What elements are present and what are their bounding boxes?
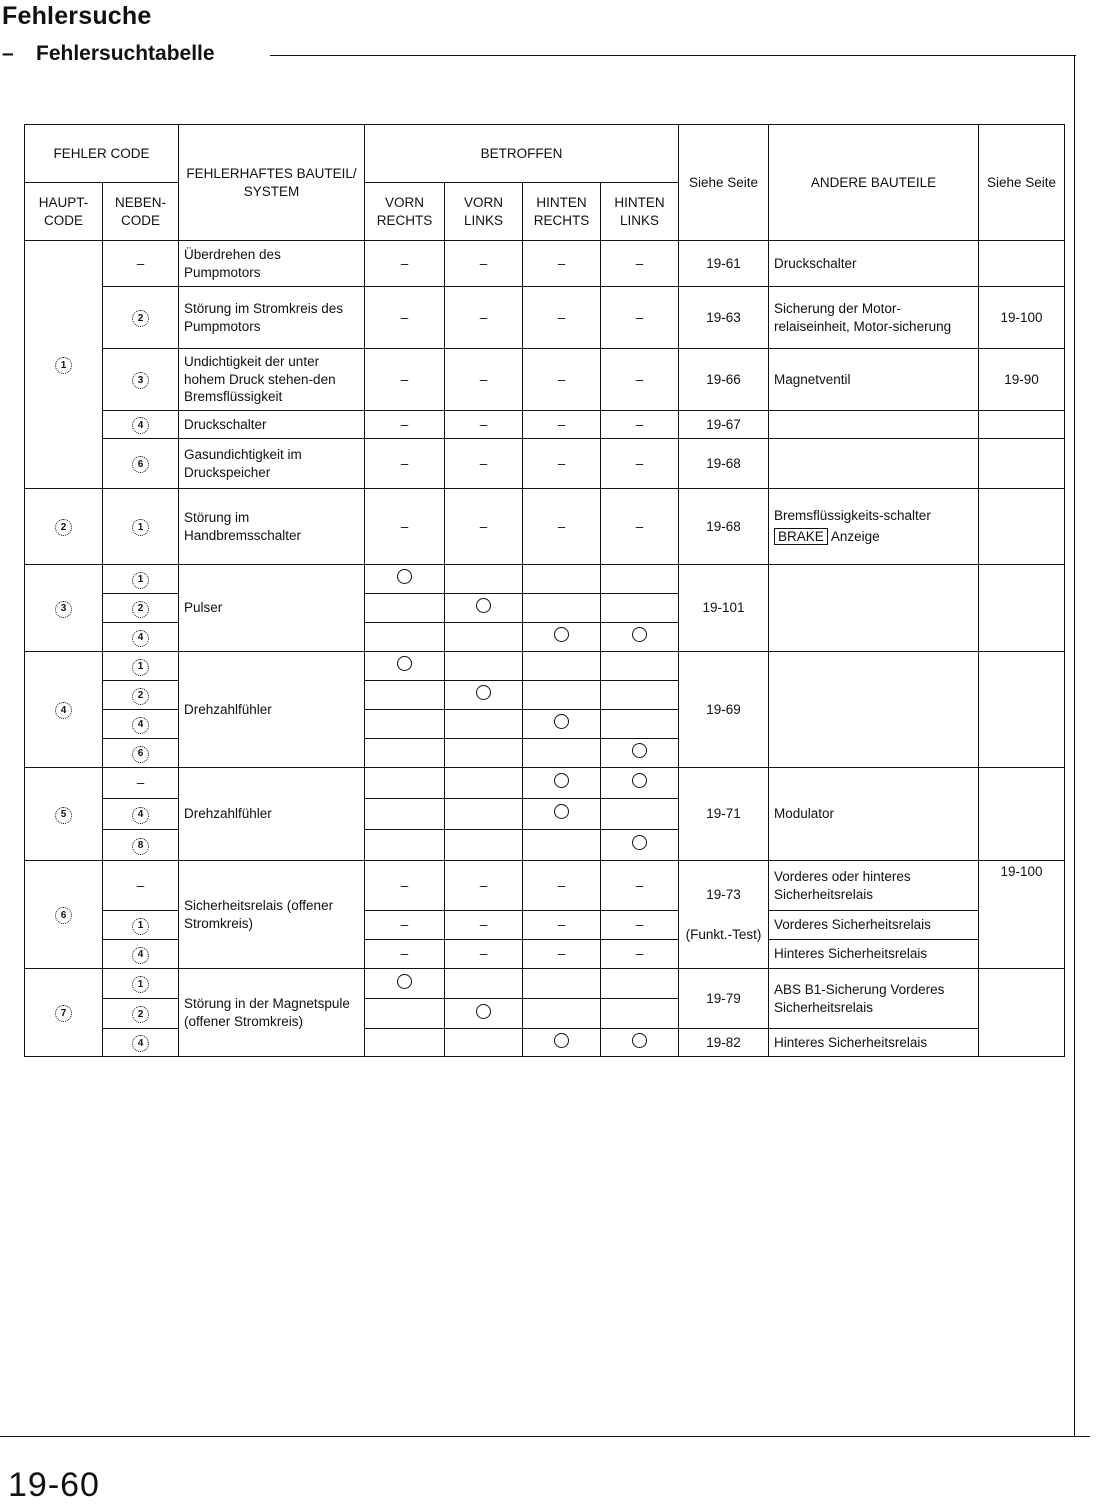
affected-circle-icon xyxy=(476,598,491,613)
vorn-rechts-cell: – xyxy=(365,241,445,287)
table-row xyxy=(25,861,1065,911)
hinten-links-cell: – xyxy=(601,911,679,940)
page-ref-cell xyxy=(679,861,769,969)
hinten-rechts-cell: – xyxy=(523,411,601,439)
page-ref-cell: 19-71 xyxy=(679,768,769,861)
main-code-badge: 6 xyxy=(55,907,72,924)
vorn-links-cell xyxy=(445,830,523,861)
other-component-cell: Hinteres Sicherheitsrelais xyxy=(769,940,979,969)
hinten-rechts-cell xyxy=(523,565,601,594)
sub-code-badge: 4 xyxy=(132,417,149,434)
table-row xyxy=(25,969,1065,999)
vorn-rechts-cell: – xyxy=(365,911,445,940)
sub-code-cell xyxy=(103,999,179,1029)
sub-code-badge: 1 xyxy=(132,918,149,935)
sub-code-badge: 2 xyxy=(132,601,149,618)
vorn-links-cell: – xyxy=(445,439,523,489)
vorn-links-cell xyxy=(445,799,523,830)
hinten-links-cell: – xyxy=(601,349,679,411)
other-component-cell xyxy=(769,565,979,652)
table-row xyxy=(25,489,1065,565)
hinten-links-cell xyxy=(601,1029,679,1057)
vorn-links-cell xyxy=(445,768,523,799)
sub-code-badge: 1 xyxy=(132,659,149,676)
component-cell: Störung im Stromkreis des Pumpmotors xyxy=(179,287,365,349)
table-row xyxy=(25,241,1065,287)
sub-code-badge: 4 xyxy=(132,807,149,824)
hinten-links-cell: – xyxy=(601,287,679,349)
sub-code-cell: – xyxy=(103,241,179,287)
vorn-rechts-cell xyxy=(365,830,445,861)
page-ref-cell: 19-69 xyxy=(679,652,769,768)
header-fehler-code: FEHLER CODE xyxy=(25,125,179,183)
other-component-text: Bremsflüssigkeits-schalter xyxy=(774,508,931,524)
vorn-links-cell xyxy=(445,565,523,594)
hinten-links-cell xyxy=(601,799,679,830)
sub-code-cell xyxy=(103,349,179,411)
header-andere-bauteile: ANDERE BAUTEILE xyxy=(769,125,979,241)
sub-code-badge: 4 xyxy=(132,717,149,734)
hinten-rechts-cell: – xyxy=(523,439,601,489)
component-cell: Überdrehen des Pumpmotors xyxy=(179,241,365,287)
sub-code-cell xyxy=(103,830,179,861)
vorn-rechts-cell xyxy=(365,799,445,830)
hinten-links-cell: – xyxy=(601,241,679,287)
vorn-rechts-cell xyxy=(365,681,445,710)
header-vorn-links: VORN LINKS xyxy=(445,183,523,241)
affected-circle-icon xyxy=(397,656,412,671)
component-cell: Störung im Handbremsschalter xyxy=(179,489,365,565)
page-ref-text: 19-73 xyxy=(706,886,741,902)
main-code-cell xyxy=(25,768,103,861)
affected-circle-icon xyxy=(397,569,412,584)
affected-circle-icon xyxy=(554,773,569,788)
affected-circle-icon xyxy=(632,773,647,788)
table-row xyxy=(25,439,1065,489)
header-betroffen: BETROFFEN xyxy=(365,125,679,183)
other-component-cell: Magnetventil xyxy=(769,349,979,411)
other-page-cell: 19-90 xyxy=(979,349,1065,411)
hinten-rechts-cell: – xyxy=(523,911,601,940)
page-ref-cell: 19-68 xyxy=(679,489,769,565)
hinten-links-cell: – xyxy=(601,861,679,911)
component-cell: Drehzahlfühler xyxy=(179,652,365,768)
sub-code-badge: 6 xyxy=(132,456,149,473)
affected-circle-icon xyxy=(632,835,647,850)
vorn-rechts-cell xyxy=(365,652,445,681)
main-code-badge: 2 xyxy=(55,519,72,536)
vorn-rechts-cell xyxy=(365,969,445,999)
other-page-cell xyxy=(979,565,1065,652)
component-cell: Sicherheitsrelais (offener Stromkreis) xyxy=(179,861,365,969)
component-cell: Störung in der Magnetspule (offener Stromkreis) xyxy=(179,969,365,1057)
other-component-cell: Vorderes oder hinteres Sicherheitsrelais xyxy=(769,861,979,911)
hinten-rechts-cell xyxy=(523,1029,601,1057)
hinten-rechts-cell: – xyxy=(523,489,601,565)
sub-code-cell: – xyxy=(103,768,179,799)
vorn-rechts-cell xyxy=(365,594,445,623)
vorn-rechts-cell: – xyxy=(365,349,445,411)
subtitle: Fehlersuchtabelle xyxy=(36,42,215,65)
sub-code-cell xyxy=(103,911,179,940)
hinten-links-cell xyxy=(601,830,679,861)
header-neben-code: NEBEN-CODE xyxy=(103,183,179,241)
affected-circle-icon xyxy=(397,974,412,989)
vorn-rechts-cell: – xyxy=(365,489,445,565)
main-code-cell xyxy=(25,652,103,768)
sub-code-cell xyxy=(103,287,179,349)
sub-code-badge: 3 xyxy=(132,372,149,389)
hinten-rechts-cell xyxy=(523,799,601,830)
header-siehe-seite: Siehe Seite xyxy=(679,125,769,241)
vorn-rechts-cell xyxy=(365,623,445,652)
subtitle-rule xyxy=(270,55,1076,56)
component-cell: Druckschalter xyxy=(179,411,365,439)
main-code-cell xyxy=(25,861,103,969)
vorn-links-cell xyxy=(445,999,523,1029)
hinten-rechts-cell: – xyxy=(523,241,601,287)
sub-code-badge: 4 xyxy=(132,630,149,647)
hinten-links-cell: – xyxy=(601,439,679,489)
component-cell: Pulser xyxy=(179,565,365,652)
component-cell: Undichtigkeit der unter hohem Druck stehen-den Bremsflüssigkeit xyxy=(179,349,365,411)
main-code-cell xyxy=(25,565,103,652)
affected-circle-icon xyxy=(476,1004,491,1019)
page-ref-cell: 19-101 xyxy=(679,565,769,652)
sub-code-badge: 2 xyxy=(132,310,149,327)
other-component-cell: Druckschalter xyxy=(769,241,979,287)
hinten-links-cell xyxy=(601,565,679,594)
other-page-cell xyxy=(979,652,1065,768)
hinten-links-cell: – xyxy=(601,940,679,969)
vorn-links-cell xyxy=(445,710,523,739)
other-component-cell: Sicherung der Motor-relaiseinheit, Motor-sicherung xyxy=(769,287,979,349)
indicator-suffix: Anzeige xyxy=(830,529,880,544)
main-code-badge: 5 xyxy=(55,807,72,824)
hinten-rechts-cell xyxy=(523,681,601,710)
sub-code-cell xyxy=(103,969,179,999)
hinten-links-cell: – xyxy=(601,411,679,439)
hinten-rechts-cell xyxy=(523,594,601,623)
vorn-links-cell: – xyxy=(445,911,523,940)
sub-code-cell xyxy=(103,489,179,565)
main-code-cell xyxy=(25,241,103,489)
vorn-links-cell xyxy=(445,739,523,768)
component-cell: Gasundichtigkeit im Druckspeicher xyxy=(179,439,365,489)
vorn-links-cell xyxy=(445,969,523,999)
vorn-links-cell: – xyxy=(445,861,523,911)
page-number: 19-60 xyxy=(8,1466,100,1504)
component-cell: Drehzahlfühler xyxy=(179,768,365,861)
vorn-links-cell: – xyxy=(445,349,523,411)
vorn-links-cell: – xyxy=(445,489,523,565)
sub-code-badge: 1 xyxy=(132,519,149,536)
vorn-rechts-cell: – xyxy=(365,439,445,489)
vorn-links-cell xyxy=(445,594,523,623)
hinten-links-cell xyxy=(601,681,679,710)
frame-right-border xyxy=(1074,56,1075,1436)
other-component-cell xyxy=(769,489,979,565)
other-page-cell: 19-100 xyxy=(979,861,1065,969)
sub-code-cell xyxy=(103,623,179,652)
page-ref-cell: 19-68 xyxy=(679,439,769,489)
affected-circle-icon xyxy=(632,1033,647,1048)
brake-indicator-label: BRAKE xyxy=(774,528,828,545)
hinten-links-cell xyxy=(601,969,679,999)
hinten-links-cell xyxy=(601,652,679,681)
table-row xyxy=(25,287,1065,349)
other-page-cell xyxy=(979,241,1065,287)
vorn-links-cell xyxy=(445,681,523,710)
affected-circle-icon xyxy=(554,627,569,642)
affected-circle-icon xyxy=(632,627,647,642)
sub-code-badge: 8 xyxy=(132,838,149,855)
other-page-cell xyxy=(979,768,1065,861)
sub-code-cell xyxy=(103,1029,179,1057)
main-code-badge: 7 xyxy=(55,1005,72,1022)
sub-code-cell: – xyxy=(103,861,179,911)
vorn-rechts-cell xyxy=(365,710,445,739)
hinten-rechts-cell: – xyxy=(523,349,601,411)
vorn-links-cell xyxy=(445,623,523,652)
subtitle-row xyxy=(0,42,1076,72)
hinten-links-cell xyxy=(601,739,679,768)
main-code-badge: 3 xyxy=(55,601,72,618)
header-vorn-rechts: VORN RECHTS xyxy=(365,183,445,241)
table-row xyxy=(25,411,1065,439)
hinten-rechts-cell xyxy=(523,739,601,768)
other-component-cell: Modulator xyxy=(769,768,979,861)
sub-code-cell xyxy=(103,681,179,710)
hinten-links-cell xyxy=(601,594,679,623)
page-ref-cell: 19-66 xyxy=(679,349,769,411)
hinten-links-cell xyxy=(601,710,679,739)
hinten-rechts-cell xyxy=(523,710,601,739)
header-hinten-links: HINTEN LINKS xyxy=(601,183,679,241)
hinten-rechts-cell: – xyxy=(523,287,601,349)
page-ref-note: (Funkt.-Test) xyxy=(685,926,762,942)
sub-code-badge: 2 xyxy=(132,688,149,705)
header-bauteil: FEHLERHAFTES BAUTEIL/ SYSTEM xyxy=(179,125,365,241)
other-component-cell: Hinteres Sicherheitsrelais xyxy=(769,1029,979,1057)
sub-code-cell xyxy=(103,710,179,739)
other-page-cell xyxy=(979,439,1065,489)
hinten-rechts-cell xyxy=(523,969,601,999)
page-ref-cell: 19-79 xyxy=(679,969,769,1029)
affected-circle-icon xyxy=(554,1033,569,1048)
sub-code-badge: 6 xyxy=(132,746,149,763)
hinten-rechts-cell xyxy=(523,652,601,681)
other-component-cell xyxy=(769,411,979,439)
hinten-rechts-cell xyxy=(523,830,601,861)
vorn-rechts-cell: – xyxy=(365,940,445,969)
fault-table xyxy=(24,124,1065,1057)
vorn-links-cell: – xyxy=(445,241,523,287)
hinten-links-cell xyxy=(601,623,679,652)
vorn-links-cell: – xyxy=(445,940,523,969)
subtitle-dash: – xyxy=(2,42,14,65)
other-page-cell xyxy=(979,969,1065,1057)
sub-code-cell xyxy=(103,799,179,830)
table-row xyxy=(25,652,1065,681)
affected-circle-icon xyxy=(632,743,647,758)
sub-code-cell xyxy=(103,411,179,439)
header-hinten-rechts: HINTEN RECHTS xyxy=(523,183,601,241)
frame-bottom-border xyxy=(0,1436,1090,1437)
other-page-cell xyxy=(979,411,1065,439)
sub-code-badge: 4 xyxy=(132,1035,149,1052)
header-haupt-code: HAUPT-CODE xyxy=(25,183,103,241)
other-component-cell xyxy=(769,439,979,489)
sub-code-badge: 4 xyxy=(132,947,149,964)
vorn-rechts-cell: – xyxy=(365,411,445,439)
sub-code-badge: 1 xyxy=(132,976,149,993)
main-code-cell xyxy=(25,489,103,565)
sub-code-badge: 2 xyxy=(132,1006,149,1023)
hinten-rechts-cell xyxy=(523,768,601,799)
other-page-cell: 19-100 xyxy=(979,287,1065,349)
other-page-cell xyxy=(979,489,1065,565)
vorn-rechts-cell xyxy=(365,768,445,799)
other-component-cell xyxy=(769,652,979,768)
header-siehe-seite-2: Siehe Seite xyxy=(979,125,1065,241)
hinten-links-cell: – xyxy=(601,489,679,565)
hinten-rechts-cell xyxy=(523,623,601,652)
main-code-cell xyxy=(25,969,103,1057)
vorn-links-cell: – xyxy=(445,287,523,349)
affected-circle-icon xyxy=(554,804,569,819)
other-component-cell: Vorderes Sicherheitsrelais xyxy=(769,911,979,940)
main-code-badge: 1 xyxy=(55,357,72,374)
sub-code-cell xyxy=(103,565,179,594)
affected-circle-icon xyxy=(554,714,569,729)
hinten-rechts-cell xyxy=(523,999,601,1029)
vorn-rechts-cell xyxy=(365,565,445,594)
page-ref-cell: 19-61 xyxy=(679,241,769,287)
other-component-cell: ABS B1-Sicherung Vorderes Sicherheitsrelais xyxy=(769,969,979,1029)
vorn-links-cell: – xyxy=(445,411,523,439)
affected-circle-icon xyxy=(476,685,491,700)
hinten-rechts-cell: – xyxy=(523,861,601,911)
vorn-rechts-cell: – xyxy=(365,861,445,911)
sub-code-cell xyxy=(103,594,179,623)
sub-code-cell xyxy=(103,739,179,768)
sub-code-cell xyxy=(103,652,179,681)
hinten-links-cell xyxy=(601,768,679,799)
sub-code-cell xyxy=(103,439,179,489)
hinten-rechts-cell: – xyxy=(523,940,601,969)
vorn-rechts-cell: – xyxy=(365,287,445,349)
table-row xyxy=(25,349,1065,411)
vorn-links-cell xyxy=(445,1029,523,1057)
main-code-badge: 4 xyxy=(55,702,72,719)
page-ref-cell: 19-67 xyxy=(679,411,769,439)
hinten-links-cell xyxy=(601,999,679,1029)
page-ref-cell: 19-82 xyxy=(679,1029,769,1057)
vorn-rechts-cell xyxy=(365,1029,445,1057)
vorn-rechts-cell xyxy=(365,999,445,1029)
table-row xyxy=(25,768,1065,799)
sub-code-badge: 1 xyxy=(132,572,149,589)
vorn-links-cell xyxy=(445,652,523,681)
section-title: Fehlersuche xyxy=(2,2,152,30)
sub-code-cell xyxy=(103,940,179,969)
vorn-rechts-cell xyxy=(365,739,445,768)
table-row xyxy=(25,565,1065,594)
page-ref-cell: 19-63 xyxy=(679,287,769,349)
